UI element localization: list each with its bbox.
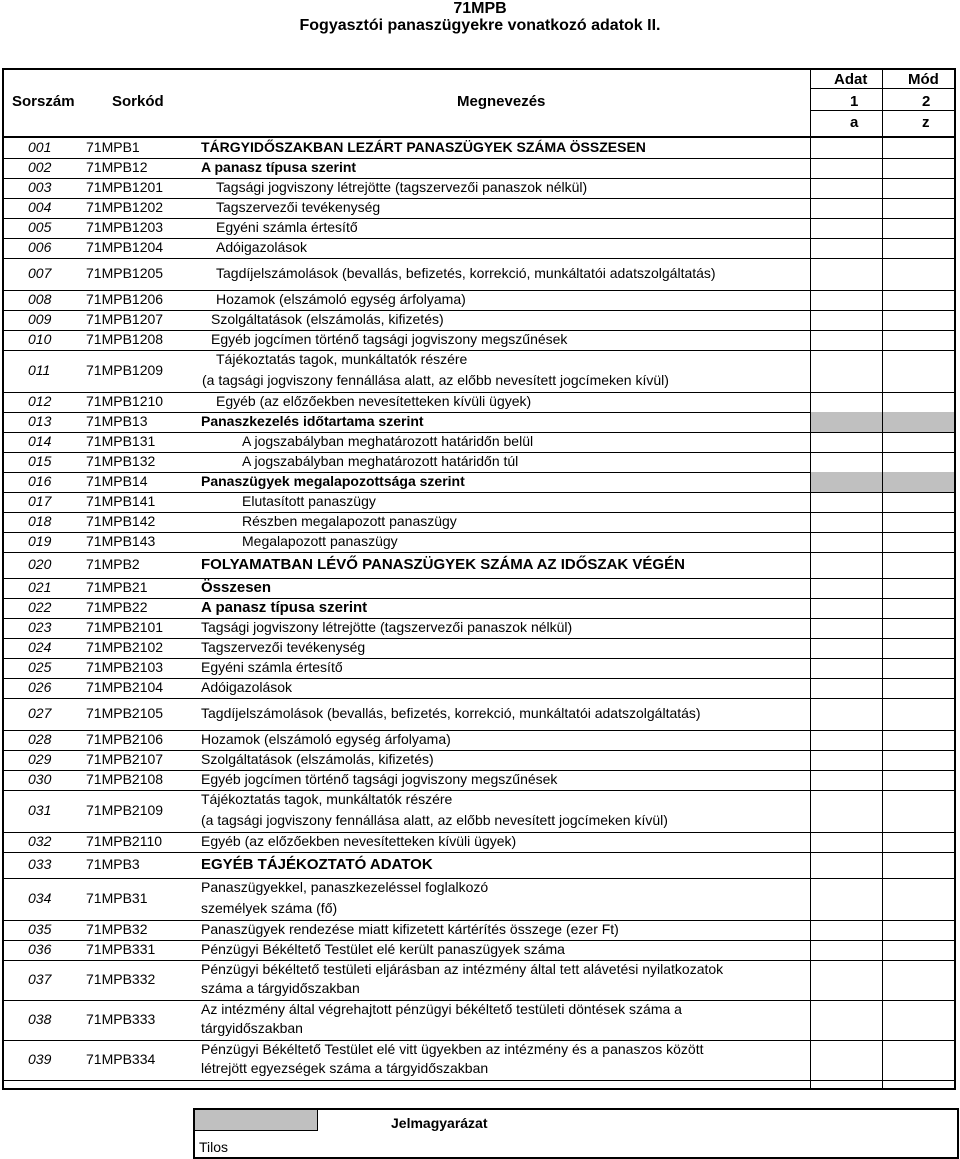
table-row — [4, 290, 954, 310]
row-code: 71MPB333 — [86, 1011, 156, 1027]
row-code: 71MPB31 — [86, 890, 148, 906]
table-row — [4, 790, 954, 832]
col-header-sorkod: Sorkód — [112, 93, 164, 110]
row-label: A jogszabályban meghatározott határidőn belül — [242, 433, 534, 449]
row-number: 008 — [28, 291, 52, 307]
row-label: Adóigazolások — [216, 239, 308, 255]
row-code: 71MPB1202 — [86, 199, 164, 215]
row-code: 71MPB2109 — [86, 802, 164, 818]
row-label: Tagszervezői tevékenység — [216, 199, 381, 215]
row-number: 009 — [28, 311, 52, 327]
row-number: 001 — [28, 139, 52, 155]
table-row — [4, 770, 954, 790]
legend — [193, 1108, 959, 1159]
row-number: 025 — [28, 659, 52, 675]
row-number: 003 — [28, 179, 52, 195]
row-label: A panasz típusa szerint — [201, 599, 368, 616]
col-header-mod: Mód — [908, 71, 939, 88]
row-label: Panaszkezelés időtartama szerint — [201, 413, 424, 429]
row-label: Panaszügyek rendezése miatt kifizetett kártérítés összege (ezer Ft) — [201, 921, 619, 937]
row-code: 71MPB2107 — [86, 751, 164, 767]
row-number: 012 — [28, 393, 52, 409]
row-code: 71MPB1208 — [86, 331, 164, 347]
table-row — [4, 852, 954, 878]
row-code: 71MPB3 — [86, 856, 140, 872]
row-number: 028 — [28, 731, 52, 747]
row-label: Egyéni számla értesítő — [216, 219, 358, 235]
row-number: 021 — [28, 579, 52, 595]
row-divider — [4, 1080, 954, 1081]
row-label-continued: száma a tárgyidőszakban — [201, 980, 360, 996]
row-code: 71MPB32 — [86, 921, 148, 937]
row-label-continued: tárgyidőszakban — [201, 1020, 303, 1036]
col-divider-adat — [810, 70, 811, 1088]
row-label: Pénzügyi Békéltető Testület elé került panaszügyek száma — [201, 941, 565, 957]
table-row — [4, 412, 954, 432]
row-number: 006 — [28, 239, 52, 255]
row-code: 71MPB141 — [86, 493, 156, 509]
form-code: 71MPB — [453, 0, 507, 17]
table-row — [4, 198, 954, 218]
row-code: 71MPB2103 — [86, 659, 164, 675]
table-row — [4, 598, 954, 618]
row-code: 71MPB22 — [86, 599, 148, 615]
table-row — [4, 730, 954, 750]
row-number: 023 — [28, 619, 52, 635]
row-number: 016 — [28, 473, 52, 489]
row-number: 014 — [28, 433, 52, 449]
table-row — [4, 698, 954, 730]
row-code: 71MPB2110 — [86, 833, 163, 849]
table-row — [4, 618, 954, 638]
table-row — [4, 658, 954, 678]
table-row — [4, 960, 954, 1000]
table-row — [4, 138, 954, 158]
row-code: 71MPB1203 — [86, 219, 164, 235]
row-number: 037 — [28, 971, 52, 987]
col-header-mod-type: z — [922, 114, 930, 131]
row-code: 71MPB14 — [86, 473, 148, 489]
row-number: 013 — [28, 413, 52, 429]
row-label: Tájékoztatás tagok, munkáltatók részére — [201, 791, 453, 807]
row-number: 038 — [28, 1011, 52, 1027]
row-number: 010 — [28, 331, 52, 347]
table-row — [4, 452, 954, 472]
row-label: Hozamok (elszámoló egység árfolyama) — [216, 291, 466, 307]
table-row — [4, 258, 954, 290]
row-number: 027 — [28, 705, 52, 721]
row-label-continued: (a tagsági jogviszony fennállása alatt, az előbb nevesített jogcímeken kívül) — [202, 372, 669, 388]
col-header-adat: Adat — [834, 71, 868, 88]
row-label: Tagsági jogviszony létrejötte (tagszervezői panaszok nélkül) — [216, 179, 588, 195]
row-label-continued: létrejött egyezségek száma a tárgyidőszakban — [201, 1060, 489, 1076]
row-label: Tájékoztatás tagok, munkáltatók részére — [216, 351, 468, 367]
table-row — [4, 158, 954, 178]
legend-swatch-grey — [195, 1110, 318, 1131]
row-number: 022 — [28, 599, 52, 615]
row-label-continued: (a tagsági jogviszony fennállása alatt, az előbb nevesített jogcímeken kívül) — [201, 812, 668, 828]
row-number: 005 — [28, 219, 52, 235]
table-row — [4, 552, 954, 578]
row-label: Egyéni számla értesítő — [201, 659, 343, 675]
row-label: Egyéb (az előzőekben nevesítetteken kívüli ügyek) — [216, 393, 532, 409]
row-label: Panaszügyekkel, panaszkezeléssel foglalkozó — [201, 879, 489, 895]
row-label: Tagdíjelszámolások (bevallás, befizetés, korrekció, munkáltatói adatszolgáltatás) — [201, 705, 701, 721]
row-code: 71MPB2101 — [86, 619, 164, 635]
table-row — [4, 218, 954, 238]
row-number: 033 — [28, 856, 52, 872]
form-title: Fogyasztói panaszügyekre vonatkozó adatok II. — [299, 17, 661, 34]
table-row — [4, 578, 954, 598]
table-row — [4, 832, 954, 852]
row-code: 71MPB131 — [86, 433, 156, 449]
row-number: 034 — [28, 890, 52, 906]
table-row — [4, 472, 954, 492]
table-row — [4, 330, 954, 350]
col-header-adat-type: a — [850, 114, 859, 131]
row-number: 002 — [28, 159, 52, 175]
row-code: 71MPB2106 — [86, 731, 164, 747]
row-label: Szolgáltatások (elszámolás, kifizetés) — [211, 311, 444, 327]
table-row — [4, 678, 954, 698]
row-number: 011 — [28, 362, 51, 378]
row-code: 71MPB143 — [86, 533, 156, 549]
row-number: 017 — [28, 493, 52, 509]
table-row — [4, 878, 954, 920]
row-label: Pénzügyi békéltető testületi eljárásban az intézmény által tett alávetési nyilatkozatok — [201, 961, 724, 977]
row-number: 031 — [28, 802, 52, 818]
row-label: Tagsági jogviszony létrejötte (tagszervezői panaszok nélkül) — [201, 619, 573, 635]
row-label: TÁRGYIDŐSZAKBAN LEZÁRT PANASZÜGYEK SZÁMA ÖSSZESEN — [201, 139, 646, 155]
table-row — [4, 920, 954, 940]
row-label: Egyéb jogcímen történő tagsági jogviszony megszűnések — [211, 331, 568, 347]
col-header-sorszam: Sorszám — [12, 93, 75, 110]
row-code: 71MPB332 — [86, 971, 156, 987]
data-table — [2, 68, 956, 1090]
row-code: 71MPB1210 — [86, 393, 164, 409]
row-label: A panasz típusa szerint — [201, 159, 357, 175]
row-label: EGYÉB TÁJÉKOZTATÓ ADATOK — [201, 856, 433, 873]
table-row — [4, 310, 954, 330]
table-row — [4, 1040, 954, 1080]
row-code: 71MPB1204 — [86, 239, 164, 255]
row-number: 036 — [28, 941, 52, 957]
table-row — [4, 750, 954, 770]
row-number: 032 — [28, 833, 52, 849]
table-row — [4, 638, 954, 658]
row-label: Az intézmény által végrehajtott pénzügyi békéltető testületi döntések száma a — [201, 1001, 682, 1017]
table-row — [4, 392, 954, 412]
col-header-mod-number: 2 — [922, 93, 931, 110]
row-label: Szolgáltatások (elszámolás, kifizetés) — [201, 751, 434, 767]
row-label-continued: személyek száma (fő) — [201, 900, 338, 916]
row-number: 026 — [28, 679, 52, 695]
row-label: Összesen — [201, 579, 272, 596]
table-row — [4, 492, 954, 512]
table-row — [4, 512, 954, 532]
row-number: 007 — [28, 265, 52, 281]
legend-title: Jelmagyarázat — [391, 1115, 488, 1131]
row-label: A jogszabályban meghatározott határidőn túl — [242, 453, 519, 469]
row-label: Panaszügyek megalapozottsága szerint — [201, 473, 465, 489]
row-code: 71MPB2102 — [86, 639, 164, 655]
row-label: Hozamok (elszámoló egység árfolyama) — [201, 731, 451, 747]
table-row — [4, 238, 954, 258]
row-number: 020 — [28, 556, 52, 572]
row-label: Adóigazolások — [201, 679, 293, 695]
row-number: 018 — [28, 513, 52, 529]
row-code: 71MPB2105 — [86, 705, 164, 721]
row-code: 71MPB12 — [86, 159, 148, 175]
row-code: 71MPB331 — [86, 941, 156, 957]
row-label: Részben megalapozott panaszügy — [242, 513, 457, 529]
row-code: 71MPB1206 — [86, 291, 164, 307]
row-label: Tagdíjelszámolások (bevallás, befizetés, korrekció, munkáltatói adatszolgáltatás) — [216, 265, 716, 281]
row-number: 019 — [28, 533, 52, 549]
row-code: 71MPB13 — [86, 413, 148, 429]
row-label: Megalapozott panaszügy — [242, 533, 398, 549]
table-row — [4, 432, 954, 452]
row-number: 024 — [28, 639, 52, 655]
row-number: 004 — [28, 199, 52, 215]
row-label: Tagszervezői tevékenység — [201, 639, 366, 655]
row-code: 71MPB2104 — [86, 679, 164, 695]
table-row — [4, 532, 954, 552]
row-number: 039 — [28, 1051, 52, 1067]
row-number: 035 — [28, 921, 52, 937]
row-code: 71MPB2 — [86, 556, 140, 572]
table-row — [4, 178, 954, 198]
row-number: 030 — [28, 771, 52, 787]
row-label: Elutasított panaszügy — [242, 493, 376, 509]
row-code: 71MPB1209 — [86, 362, 164, 378]
row-number: 029 — [28, 751, 52, 767]
legend-label-tilos: Tilos — [199, 1139, 229, 1155]
row-label: Pénzügyi Békéltető Testület elé vitt ügyekben az intézmény és a panaszos között — [201, 1041, 704, 1057]
row-label: FOLYAMATBAN LÉVŐ PANASZÜGYEK SZÁMA AZ IDŐSZAK VÉGÉN — [201, 556, 685, 573]
col-header-adat-number: 1 — [850, 93, 859, 110]
row-code: 71MPB1 — [86, 139, 140, 155]
row-code: 71MPB21 — [86, 579, 148, 595]
col-header-megnevezes: Megnevezés — [457, 93, 546, 110]
row-label: Egyéb (az előzőekben nevesítetteken kívüli ügyek) — [201, 833, 517, 849]
row-code: 71MPB1205 — [86, 265, 164, 281]
row-code: 71MPB1207 — [86, 311, 164, 327]
table-row — [4, 940, 954, 960]
row-code: 71MPB1201 — [86, 179, 164, 195]
row-code: 71MPB334 — [86, 1051, 156, 1067]
row-label: Egyéb jogcímen történő tagsági jogviszony megszűnések — [201, 771, 558, 787]
row-code: 71MPB2108 — [86, 771, 164, 787]
row-code: 71MPB142 — [86, 513, 156, 529]
col-divider-mod — [882, 70, 883, 1088]
table-row — [4, 1000, 954, 1040]
row-number: 015 — [28, 453, 52, 469]
table-row — [4, 350, 954, 392]
row-code: 71MPB132 — [86, 453, 156, 469]
